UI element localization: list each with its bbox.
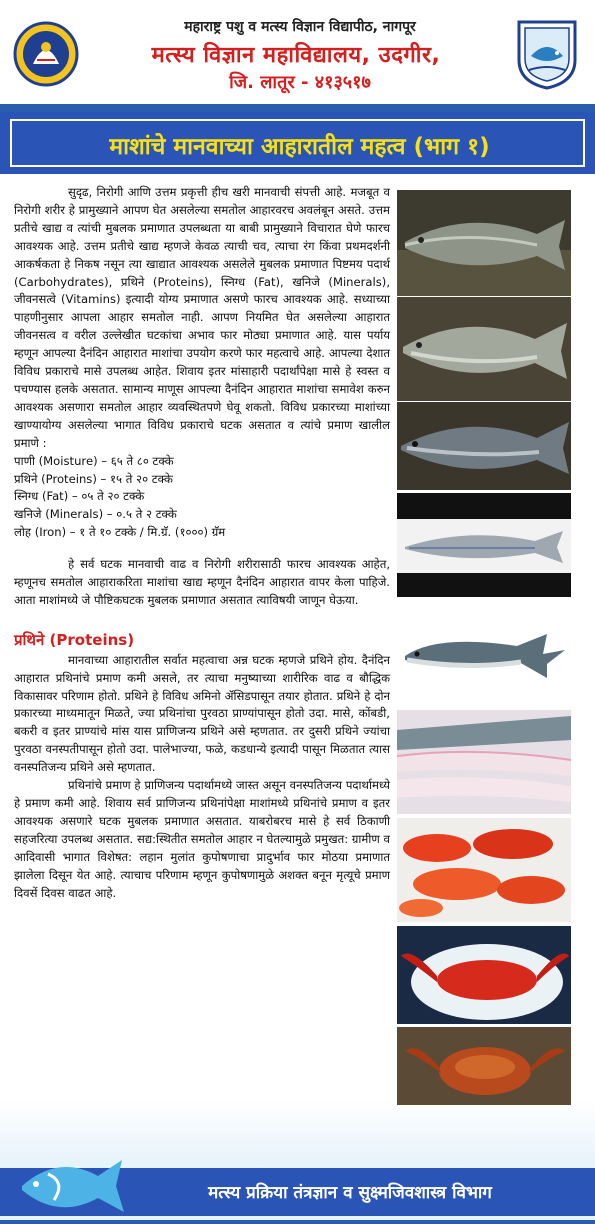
header	[0, 0, 595, 104]
article-body	[14, 184, 390, 902]
nutrient-protein: प्रथिने (Proteins) – १५ ते २० टक्के	[14, 471, 173, 486]
protein-heading: प्रथिने (Proteins)	[14, 630, 135, 649]
nutrient-minerals: खनिजे (Minerals) – ०.५ ते २ टक्के	[14, 507, 177, 522]
college-address: जि. लातूर - ४१३५१७	[229, 72, 371, 93]
intro-paragraph: सुदृढ, निरोगी आणि उत्तम प्रकृत्ती हीच खरी मानवाची संपत्ती आहे. मजबूत व निरोगी शरीर हे प्रामुख्याने आपण घेत असलेल्या समतोल आहारवरच अवलंबून असते. उत्तम प्रतीचे खाद्य व त्यांची मुबलक प्रमाणात उपलब्धता या बाबी प्रामुख्याने विचारात घेणे फारच आवश्यक आहे. उत्तम प्रतीचे खाद्य म्हणजे केवळ त्याची चव, त्याचा रंग किंवा प्रथमदर्शनी आकर्षकता हे निकष नसून त्या खाद्यात आवश्यक असलेले मुबलक प्रमाणात पिष्टमय पदार्थ (Carbohydrates), प्रथिने (Proteins), स्निग्ध (Fat), खनिजे (Minerals), जीवनसत्वे (Vitamins) इत्यादी योग्य प्रमाणात असणे फारच आवश्यक आहे. सध्याच्या पाहणीनुसार आपला आहार समतोल नाही. आपण नियमित घेत असलेल्या आहारात जीवनसत्व व वरील उल्लेखीत घटकांचा अभाव फार मोठ्या प्रमाणात आहे. यास पर्याय म्हणून आपल्या दैनंदिन आहारात माशांचा उपयोग करणे फार महत्वाचे आहे. आपल्या देशात विविध प्रकाराचे मासे उपलब्ध आहेत. शिवाय इतर मांसाहारी पदार्थांपेक्षा मासे हे स्वस्त व पचण्यास हलके असतात. सामान्य माणूस आपल्या दैनंदिन आहारात माशांचा समावेश करुन आवश्यक असणारा समतोल आहार व्यवस्थितपणे घेवू शकतो. विविध प्रकारच्या माशांच्या खाण्यायोग्य असलेल्या भागात विविध प्रकाराचे घटक असतात व त्यांचे प्रमाण खालील प्रमाणे :	[14, 185, 390, 450]
college-name: मत्स्य विज्ञान महाविद्यालय, उदगीर,	[151, 43, 441, 68]
fish-fillet-photo	[397, 710, 571, 814]
fish-photo-catla	[397, 297, 571, 401]
nutrient-iron: लोह (Iron) – १ ते १० टक्के / मि.ग्रॅ. (१०००) ग्रॅम	[14, 525, 226, 540]
university-name: महाराष्ट्र पशु व मत्स्य विज्ञान विद्यापीठ, नागपूर	[184, 19, 416, 35]
page-title: माशांचे मानवाच्या आहारातील महत्व (भाग १)	[109, 134, 490, 160]
summary-paragraph: हे सर्व घटक मानवाची वाढ व निरोगी शरीरासाठी फारच आवश्यक आहेत, म्हणूनच समतोल आहाराकरिता माशांचा खाद्य म्हणून दैनंदिन आहारात वापर केला पाहिजे. आता माशांमध्ये जे पौष्टिकघटक मुबलक प्रमाणात असतात त्याविषयी जाणून घेऊया.	[14, 557, 390, 607]
footer	[0, 1164, 595, 1224]
footer-divider	[0, 1220, 595, 1224]
college-emblem-icon	[513, 16, 581, 92]
fish-photo-silver	[397, 493, 571, 597]
nutrient-moisture: पाणी (Moisture) – ६५ ते ८० टक्के	[14, 453, 174, 468]
header-divider	[0, 104, 595, 112]
fish-photo-pangasius	[397, 604, 571, 704]
crab-photo	[397, 1027, 571, 1105]
department-name: मत्स्य प्रक्रिया तंत्रज्ञान व सुक्ष्मजिवशास्त्र विभाग	[208, 1183, 492, 1203]
lobster-photo	[397, 926, 571, 1024]
nutrient-fat: स्निग्ध (Fat) – ०५ ते २० टक्के	[14, 489, 145, 504]
fish-footer-icon	[18, 1150, 128, 1220]
university-seal-icon	[13, 14, 79, 94]
protein-paragraph-2: प्रथिनांचे प्रमाण हे प्राणिजन्य पदार्थामध्ये जास्त असून वनस्पतिजन्य पदार्थामध्ये हे प्रमाण कमी आहे. शिवाय सर्व प्राणिजन्य प्रथिनांपेक्षा माशांमध्ये प्रथिनांचे प्रमाण व इतर आवश्यक असणारे घटक मुबलक प्रमाणात असतात. याबरोबरच मासे हे सर्व ठिकाणी सहजरित्या उपलब्ध असतात. सद्य:स्थितीत समतोल आहार न घेतल्यामुळे प्रमुखत: ग्रामीण व आदिवासी भागात विशेषत: लहान मुलांत कुपोषणाचा प्रादुर्भाव फार मोठया प्रमाणात झालेला दिसून येत आहे. त्याचाच परिणाम म्हणून कुपोषणामुळे अशक्त बनून मृत्यूचे प्रमाण दिवसें दिवस वाढत आहे.	[14, 778, 390, 900]
prawn-photo	[397, 818, 571, 922]
fish-photo-rohu	[397, 190, 571, 296]
protein-paragraph-1: मानवाच्या आहारातील सर्वात महत्वाचा अन्न घटक म्हणजे प्रथिने होय. दैनंदिन आहारात प्रथिनांचे प्रमाण कमी असले, तर त्याचा मनुष्याच्या शारीरिक वाढ व बौद्धिक विकासावर परिणाम होतो. प्रथिने हे विविध अमिनो ॲसिडपासून तयार होतात. प्रथिने हे दोन प्रकारच्या माध्यमातून मिळते, ज्या प्रथिनांचा पुरवठा प्राण्यांपासून होतो उदा. मासे, कोंबडी, बकरी व इतर प्राण्यांचे मांस यास प्राणिजन्य प्रथिने असे म्हणतात. तर दुसरी प्रथिने ज्यांचा पुरवठा वनस्पतीपासून होतो उदा. पालेभाज्या, फळे, कडधान्ये इत्यादी पासून मिळतात त्यास वनस्पतिजन्य प्रथिने असे म्हणतात.	[14, 652, 390, 775]
title-banner	[0, 112, 595, 174]
title-frame	[10, 119, 585, 167]
fish-photo-mrigal	[397, 402, 571, 490]
